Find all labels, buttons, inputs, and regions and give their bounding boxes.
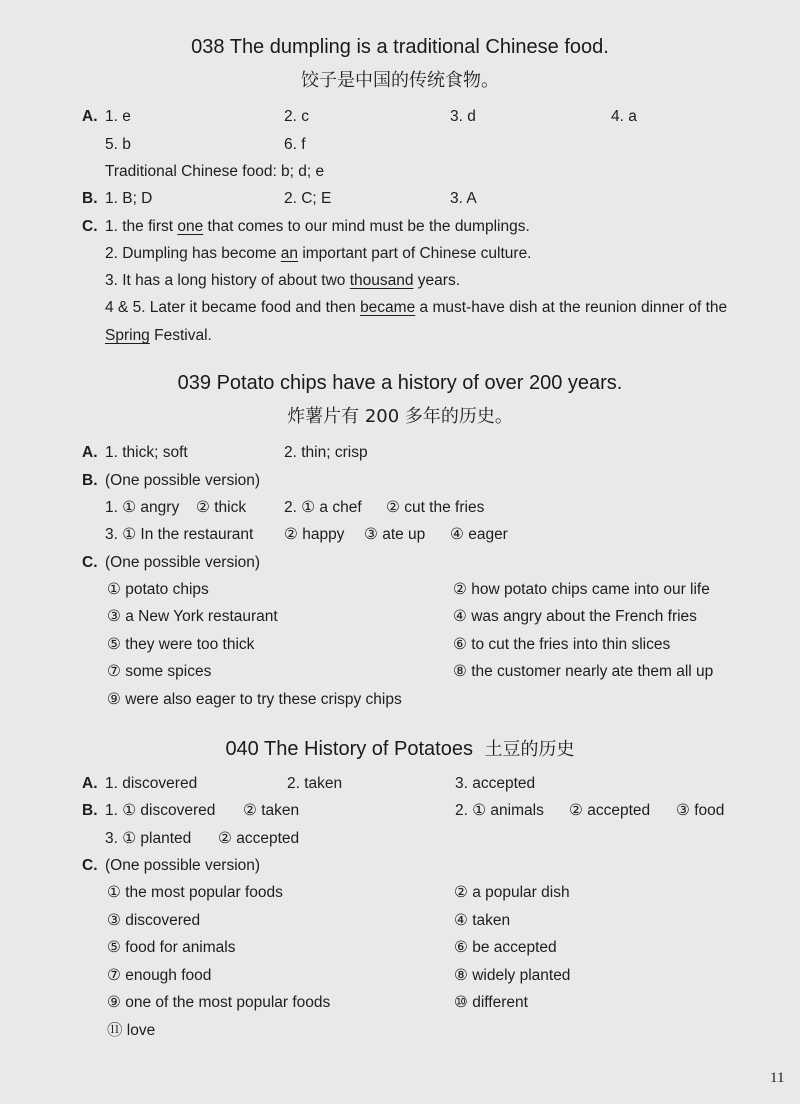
s038-b-label: B. [82, 190, 98, 207]
s039-c-item: ⑨ were also eager to try these crispy chips [107, 691, 402, 708]
s039-b-item: 2. ① a chef [284, 499, 362, 516]
s040-b-item: ② accepted [569, 802, 651, 819]
s040-c-item: ⑥ be accepted [454, 939, 557, 956]
s040-a-label: A. [82, 775, 98, 792]
section-038-title: 038 The dumpling is a traditional Chinese food. [191, 36, 609, 58]
s039-c-label: C. [82, 554, 98, 571]
section-039-subtitle: 炸薯片有 200 多年的历史。 [287, 406, 513, 427]
s039-c-item: ⑥ to cut the fries into thin slices [453, 636, 671, 653]
s038-a-item: 3. d [450, 108, 476, 125]
s038-c-line-4: 4 & 5. Later it became food and then became a must-have dish at the reunion dinner of the [105, 299, 728, 316]
section-040-title: 040 The History of Potatoes 土豆的历史 [225, 738, 575, 760]
s040-c-label: C. [82, 857, 98, 874]
s039-a-item: 2. thin; crisp [284, 444, 368, 461]
s040-c-item: ⑤ food for animals [107, 939, 236, 956]
s038-c-line-2: 2. Dumpling has become an important part of Chinese culture. [105, 245, 532, 262]
s040-b-item: 2. ① animals [455, 802, 544, 819]
s040-a-item: 3. accepted [455, 775, 536, 792]
s038-b-item: 2. C; E [284, 190, 332, 207]
s039-c-item: ③ a New York restaurant [107, 608, 278, 625]
s038-a-label: A. [82, 108, 98, 125]
s039-a-label: A. [82, 444, 98, 461]
s040-c-item: ③ discovered [107, 912, 201, 929]
s039-b-header: (One possible version) [105, 472, 261, 489]
s039-b-item: ④ eager [450, 526, 508, 543]
s038-c-label: C. [82, 218, 98, 235]
s040-c-item: ② a popular dish [454, 884, 570, 901]
s040-b-item: 1. ① discovered [105, 802, 216, 819]
s040-b-item: 3. ① planted [105, 830, 192, 847]
s039-b-item: 1. ① angry [105, 499, 180, 516]
s038-c-line-5: Spring Festival. [105, 327, 212, 344]
s039-b-item: ② thick [196, 499, 247, 516]
s040-c-item: ⑧ widely planted [454, 967, 571, 984]
s039-b-item: ② happy [284, 526, 345, 543]
s040-b-label: B. [82, 802, 98, 819]
s039-b-item: ② cut the fries [386, 499, 485, 516]
s038-a-item: 6. f [284, 136, 306, 153]
s039-c-item: ⑤ they were too thick [107, 636, 255, 653]
section-038-subtitle: 饺子是中国的传统食物。 [301, 70, 499, 91]
s039-a-item: 1. thick; soft [105, 444, 188, 461]
s038-b-item: 1. B; D [105, 190, 153, 207]
s038-a-note: Traditional Chinese food: b; d; e [105, 163, 325, 180]
page-number: 11 [770, 1070, 785, 1086]
s040-a-item: 1. discovered [105, 775, 198, 792]
s038-a-item: 5. b [105, 136, 131, 153]
s038-c-line-1: 1. the first one that comes to our mind must be the dumplings. [105, 218, 530, 235]
s039-c-item: ① potato chips [107, 581, 209, 598]
s039-b-item: ③ ate up [364, 526, 426, 543]
s040-c-item: ⑨ one of the most popular foods [107, 994, 331, 1011]
s040-c-item: ⑦ enough food [107, 967, 212, 984]
s040-b-item: ② taken [243, 802, 300, 819]
s038-a-item: 2. c [284, 108, 309, 125]
s040-b-item: ③ food [676, 802, 725, 819]
s038-a-item: 1. e [105, 108, 131, 125]
s039-c-header: (One possible version) [105, 554, 261, 571]
s040-c-item: ④ taken [454, 912, 511, 929]
s040-a-item: 2. taken [287, 775, 343, 792]
s039-c-item: ② how potato chips came into our life [453, 581, 710, 598]
s038-a-item: 4. a [611, 108, 637, 125]
s040-b-item: ② accepted [218, 830, 300, 847]
s039-b-item: 3. ① In the restaurant [105, 526, 254, 543]
s039-b-label: B. [82, 472, 98, 489]
s038-c-line-3: 3. It has a long history of about two thousand years. [105, 272, 460, 289]
s039-c-item: ④ was angry about the French fries [453, 608, 697, 625]
s040-c-item: ⑪ love [107, 1022, 156, 1039]
section-039-title: 039 Potato chips have a history of over 200 years. [177, 372, 623, 394]
s040-c-item: ① the most popular foods [107, 884, 283, 901]
s038-b-item: 3. A [450, 190, 477, 207]
s039-c-item: ⑧ the customer nearly ate them all up [453, 663, 714, 680]
s040-c-item: ⑩ different [454, 994, 528, 1011]
s039-c-item: ⑦ some spices [107, 663, 212, 680]
s040-c-header: (One possible version) [105, 857, 261, 874]
